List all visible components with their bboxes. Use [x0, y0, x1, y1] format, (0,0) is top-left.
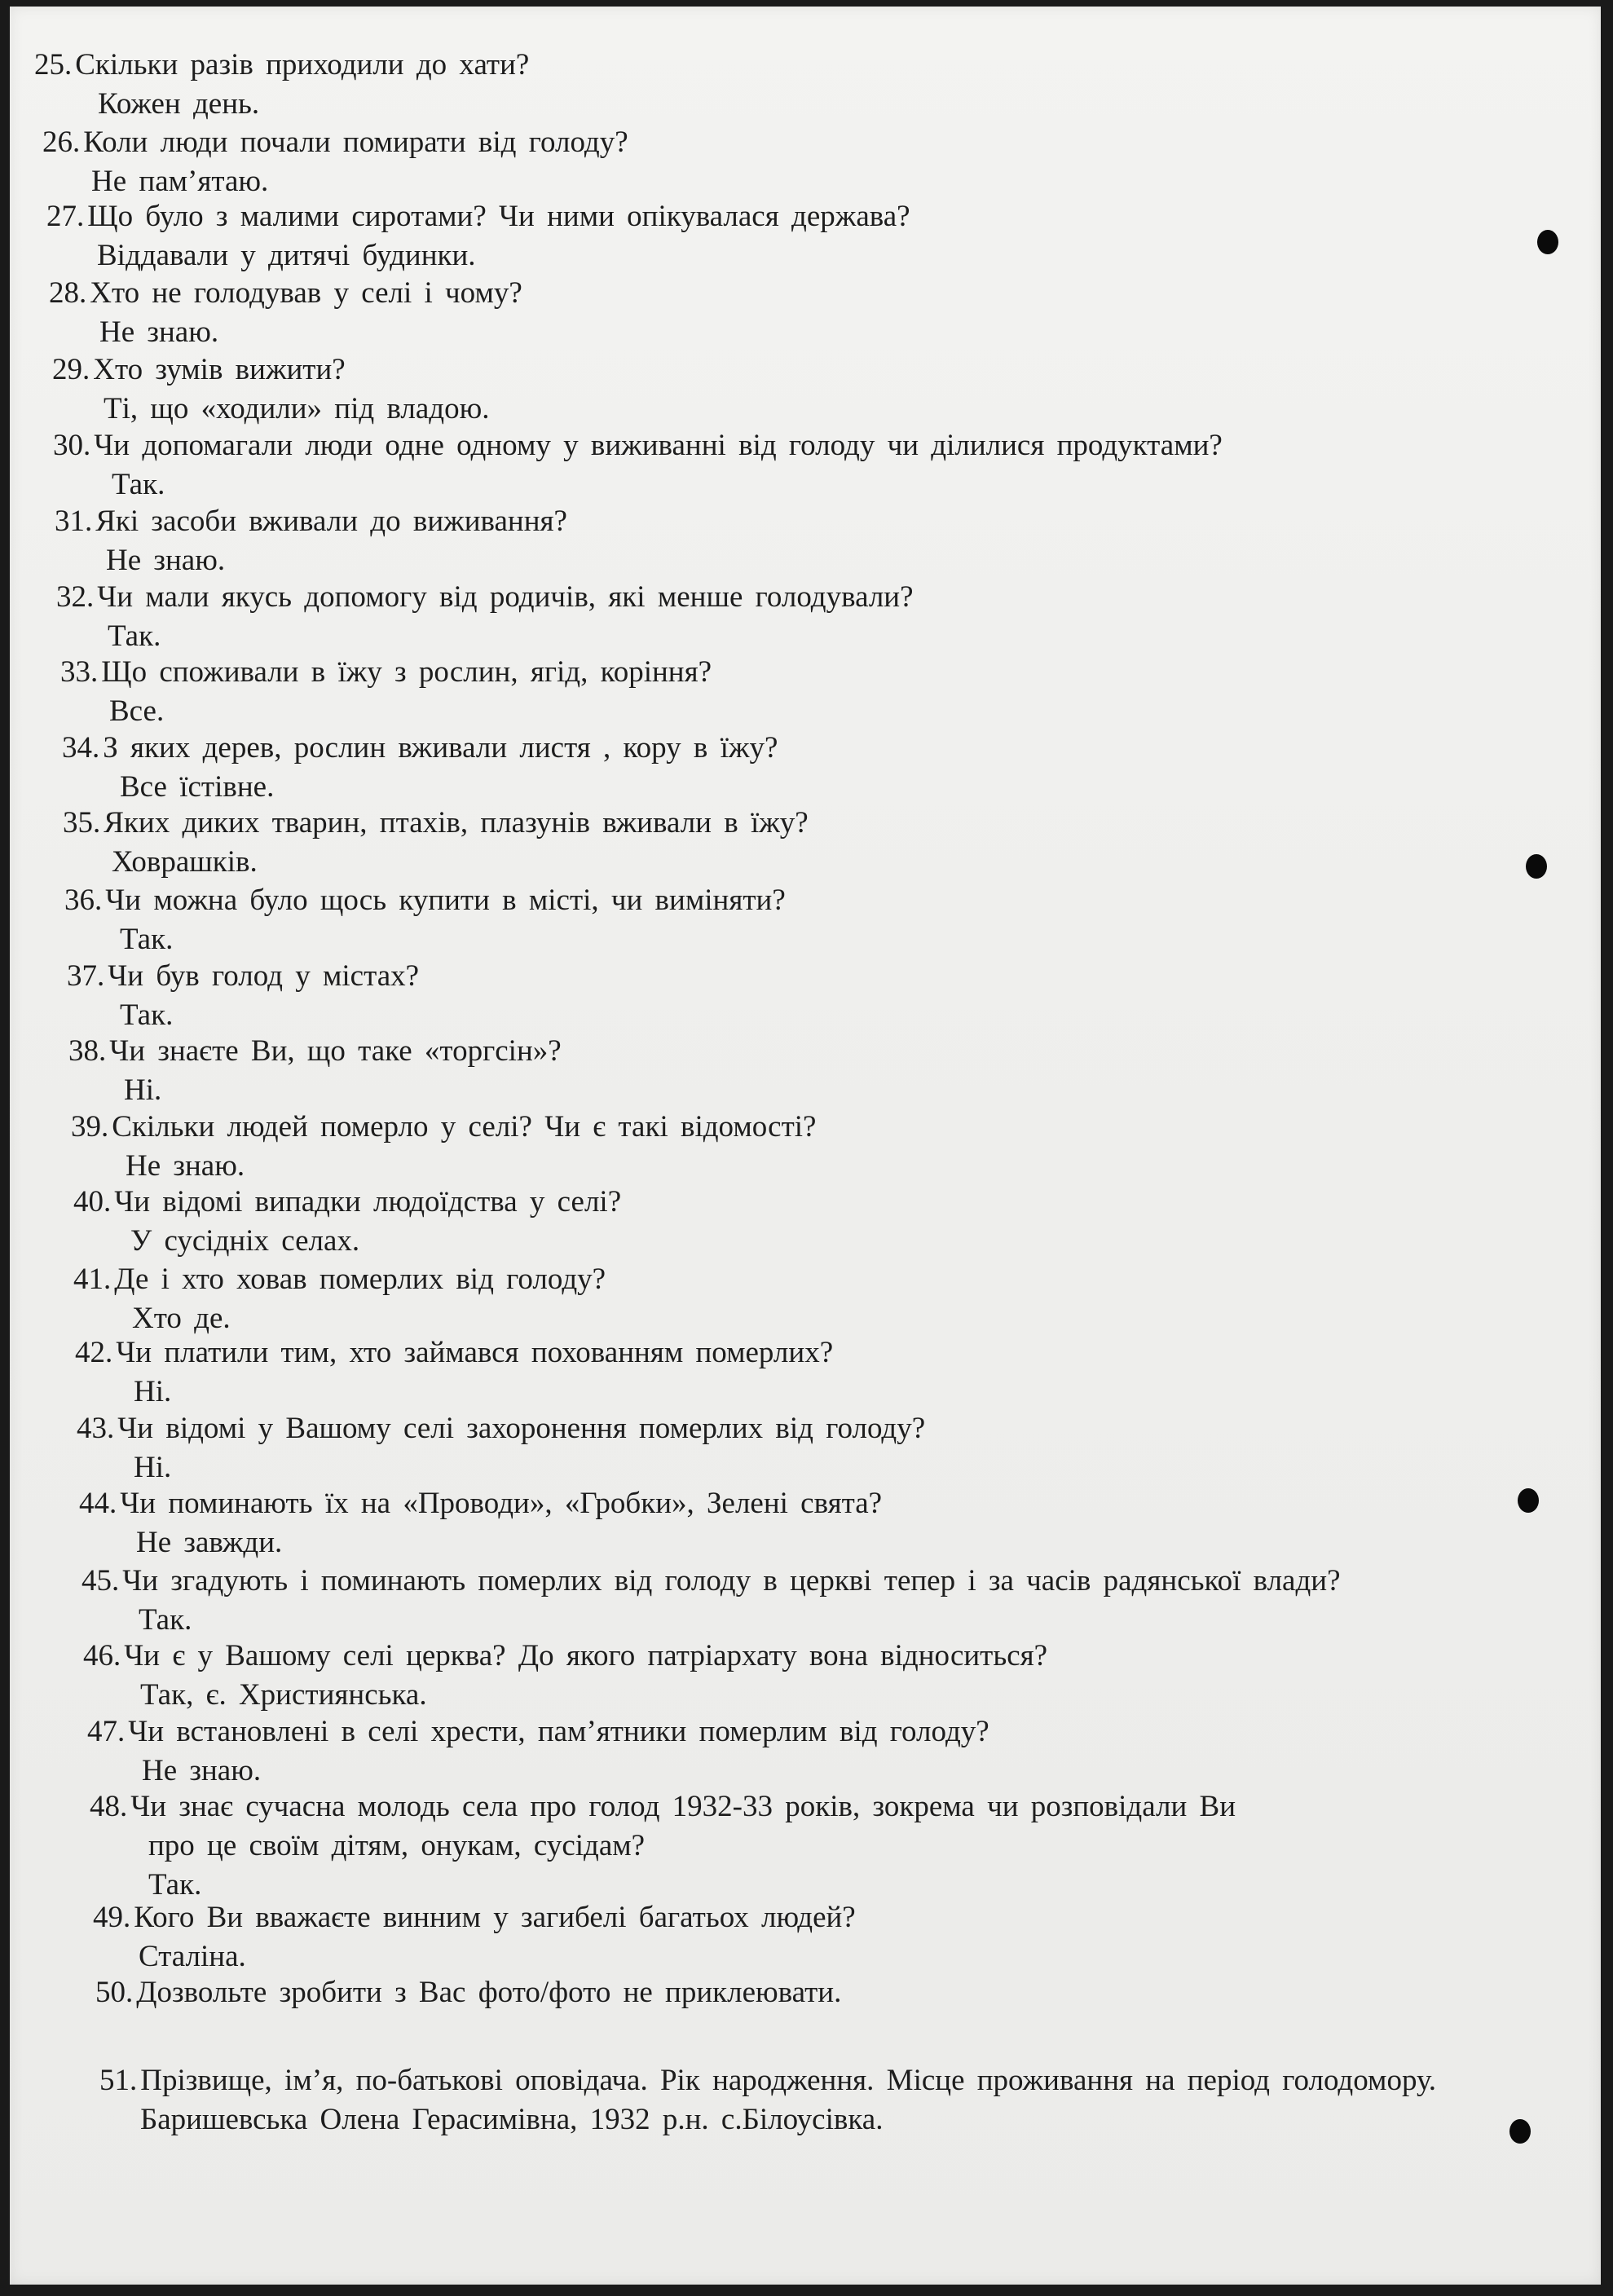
question-line — [67, 959, 419, 994]
answer-line — [109, 694, 164, 729]
answer-text: Кожен день. — [98, 87, 260, 121]
answer-line — [97, 238, 476, 274]
answer-line — [142, 1753, 261, 1789]
answer-line — [98, 86, 259, 122]
question-number: 44. — [79, 1487, 117, 1520]
answer-line — [112, 844, 258, 880]
questionnaire-list — [10, 7, 1601, 2285]
question-number: 51. — [99, 2064, 138, 2097]
answer-line — [139, 1602, 192, 1638]
question-line — [73, 1262, 606, 1298]
answer-text: Ні. — [134, 1451, 172, 1484]
question-line — [49, 275, 522, 311]
answer-line — [120, 922, 173, 958]
question-text: Кого Ви вважаєте винним у загибелі багатьох людей? — [134, 1901, 856, 1934]
answer-line — [140, 2102, 883, 2138]
question-number: 41. — [73, 1263, 112, 1296]
question-number: 32. — [56, 580, 95, 614]
answer-text: Сталіна. — [139, 1940, 246, 1973]
question-line — [82, 1563, 1341, 1599]
punch-hole — [1526, 854, 1547, 879]
question-text: Чи є у Вашому селі церква? До якого патріархату вона відноситься? — [124, 1639, 1048, 1672]
answer-line — [134, 1450, 171, 1486]
answer-line — [120, 769, 274, 805]
question-text: Чи відомі випадки людоїдства у селі? — [114, 1185, 622, 1219]
question-number: 27. — [46, 200, 85, 233]
question-number: 45. — [82, 1564, 120, 1598]
answer-line — [91, 164, 268, 200]
question-text: Коли люди почали помирати від голоду? — [83, 126, 628, 159]
answer-text: Не знаю. — [142, 1754, 262, 1787]
question-text: Чи згадують і поминають померлих від голоду в церкві тепер і за часів радянської влади? — [122, 1564, 1341, 1598]
question-number: 34. — [62, 731, 100, 765]
answer-text: Хто де. — [132, 1302, 231, 1335]
answer-text: Так. — [108, 619, 161, 653]
answer-text: Так. — [148, 1868, 202, 1902]
question-number: 42. — [75, 1336, 113, 1369]
answer-text: Ті, що «ходили» під владою. — [104, 392, 490, 425]
answer-text: Ні. — [124, 1073, 162, 1107]
question-line — [64, 883, 786, 919]
question-number: 29. — [52, 353, 90, 386]
question-text: Скільки разів приходили до хати? — [75, 48, 530, 82]
answer-line — [132, 1301, 231, 1337]
question-number: 50. — [95, 1976, 134, 2009]
answer-line — [139, 1939, 246, 1975]
document-page — [10, 7, 1601, 2285]
answer-line — [124, 1073, 161, 1108]
answer-line — [108, 619, 161, 654]
question-line — [95, 1975, 841, 2011]
question-number: 36. — [64, 884, 103, 917]
question-text: Що було з малими сиротами? Чи ними опікувалася держава? — [87, 200, 910, 233]
question-line — [79, 1486, 882, 1522]
question-line — [68, 1033, 562, 1069]
question-text: Чи можна було щось купити в місті, чи виміняти? — [105, 884, 786, 917]
question-line — [90, 1789, 1236, 1825]
question-number: 26. — [42, 126, 81, 159]
question-line — [93, 1900, 856, 1936]
question-line — [46, 199, 910, 235]
question-line — [73, 1184, 621, 1220]
answer-line — [148, 1867, 201, 1903]
question-text: Скільки людей померло у селі? Чи є такі відомості? — [112, 1110, 817, 1144]
question-text: Чи допомагали люди одне одному у виживанні від голоду чи ділилися продуктами? — [94, 429, 1223, 462]
answer-text: Не знаю. — [126, 1149, 245, 1183]
question-text: Хто не голодував у селі і чому? — [90, 276, 522, 310]
question-number: 28. — [49, 276, 87, 310]
question-text: Прізвище, ім’я, по-батькові оповідача. Рік народження. Місце проживання на період голодомору. — [140, 2064, 1437, 2097]
answer-text: Все. — [109, 694, 165, 728]
answer-text: Так. — [112, 468, 165, 501]
question-number: 33. — [60, 655, 99, 689]
question-number: 25. — [34, 48, 73, 82]
question-number: 39. — [71, 1110, 109, 1144]
question-line — [63, 805, 809, 841]
question-line-continued — [148, 1828, 645, 1864]
question-number: 47. — [87, 1715, 126, 1748]
question-number: 37. — [67, 959, 105, 993]
question-line — [55, 504, 567, 540]
answer-text: Не пам’ятаю. — [91, 165, 269, 198]
answer-text: Так. — [120, 998, 174, 1032]
answer-line — [140, 1677, 427, 1713]
question-text: Яких диких тварин, птахів, плазунів вживали в їжу? — [104, 806, 809, 840]
answer-line — [99, 315, 218, 350]
punch-hole — [1518, 1488, 1539, 1513]
question-line — [60, 654, 712, 690]
question-line — [77, 1411, 925, 1447]
answer-text: У сусідніх селах. — [130, 1224, 360, 1258]
question-number: 38. — [68, 1034, 107, 1068]
question-line — [52, 352, 346, 388]
question-number: 30. — [53, 429, 91, 462]
punch-hole — [1537, 230, 1558, 254]
question-line — [71, 1109, 816, 1145]
question-text: Які засоби вживали до виживання? — [95, 505, 567, 538]
question-text: Що споживали в їжу з рослин, ягід, коріння? — [101, 655, 712, 689]
question-number: 46. — [83, 1639, 121, 1672]
answer-text: Ховрашків. — [112, 845, 258, 879]
question-line — [34, 47, 529, 83]
question-text: Де і хто ховав померлих від голоду? — [114, 1263, 606, 1296]
question-text: Дозвольте зробити з Вас фото/фото не приклеювати. — [136, 1976, 842, 2009]
question-text: Чи знає сучасна молодь села про голод 1932-33 років, зокрема чи розповідали Ви — [130, 1790, 1236, 1823]
question-line — [42, 125, 628, 161]
question-line — [56, 580, 914, 615]
question-text: Чи був голод у містах? — [108, 959, 420, 993]
question-text: Чи поминають їх на «Проводи», «Гробки», Зелені свята? — [120, 1487, 883, 1520]
question-number: 48. — [90, 1790, 128, 1823]
answer-text: Так, є. Християнська. — [140, 1678, 427, 1712]
answer-line — [130, 1223, 359, 1259]
question-number: 43. — [77, 1412, 115, 1445]
answer-text: Баришевська Олена Герасимівна, 1932 р.н. с.Білоусівка. — [140, 2103, 884, 2136]
question-number: 35. — [63, 806, 101, 840]
question-text: З яких дерев, рослин вживали листя , кору в їжу? — [103, 731, 778, 765]
question-number: 31. — [55, 505, 93, 538]
question-text: Хто зумів вижити? — [93, 353, 346, 386]
answer-line — [104, 391, 490, 427]
question-line — [87, 1714, 989, 1750]
question-text: Чи відомі у Вашому селі захоронення померлих від голоду? — [117, 1412, 926, 1445]
question-text: Чи встановлені в селі хрести, пам’ятники померлим від голоду? — [128, 1715, 989, 1748]
question-number: 40. — [73, 1185, 112, 1219]
question-text: Чи знаєте Ви, що таке «торгсін»? — [109, 1034, 562, 1068]
answer-line — [112, 467, 165, 503]
answer-line — [126, 1148, 245, 1184]
answer-text: Віддавали у дитячі будинки. — [97, 239, 476, 272]
question-number: 49. — [93, 1901, 131, 1934]
answer-text: Так. — [120, 923, 174, 956]
question-line — [99, 2063, 1436, 2099]
answer-text: Так. — [139, 1603, 192, 1637]
question-line — [62, 730, 778, 766]
question-text-continued: про це своїм дітям, онукам, сусідам? — [148, 1829, 646, 1862]
answer-text: Не знаю. — [99, 315, 219, 349]
answer-text: Не завжди. — [136, 1526, 283, 1559]
answer-line — [134, 1374, 171, 1410]
question-line — [83, 1638, 1047, 1674]
answer-text: Ні. — [134, 1375, 172, 1408]
question-text: Чи платили тим, хто займався похованням померлих? — [116, 1336, 834, 1369]
punch-hole — [1509, 2119, 1531, 2144]
answer-line — [120, 998, 173, 1033]
question-line — [75, 1335, 833, 1371]
question-text: Чи мали якусь допомогу від родичів, які менше голодували? — [97, 580, 914, 614]
answer-line — [136, 1525, 282, 1561]
question-line — [53, 428, 1223, 464]
answer-text: Не знаю. — [106, 544, 226, 577]
answer-line — [106, 543, 225, 579]
answer-text: Все їстівне. — [120, 770, 275, 804]
